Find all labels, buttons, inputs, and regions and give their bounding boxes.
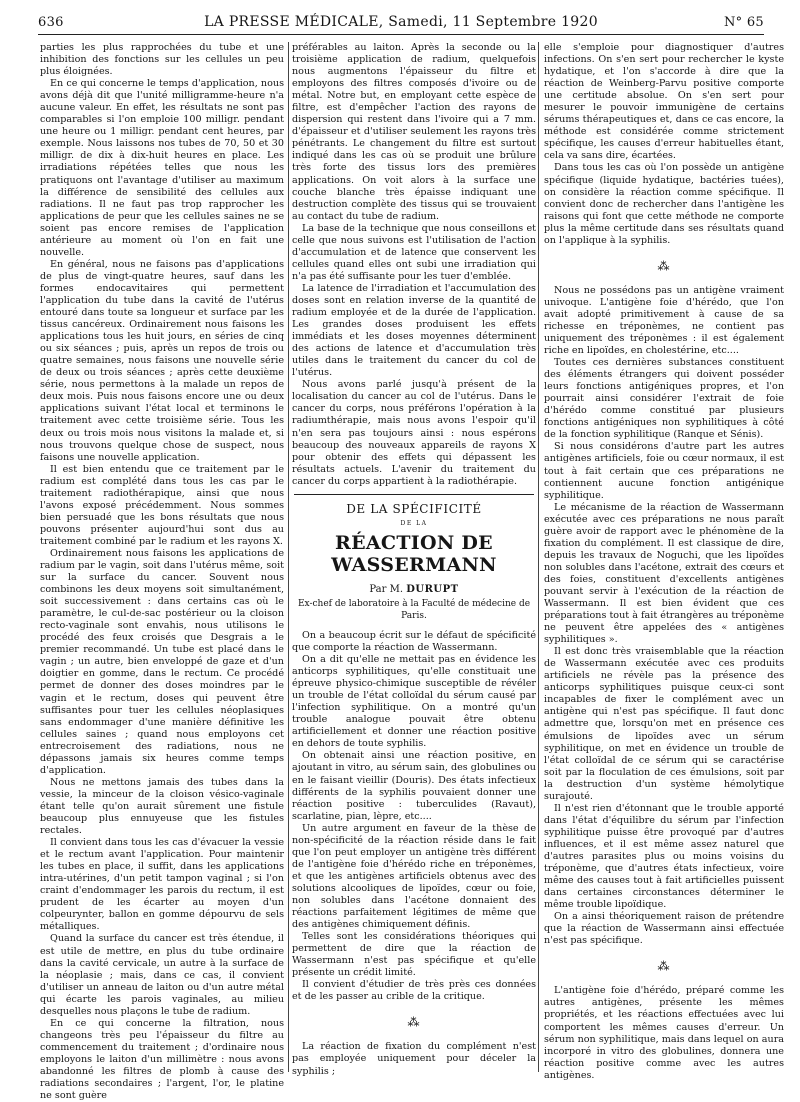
paragraph: La latence de l'irradiation et l'accumulation des doses sont en relation inverse de la quantité de radium employée et de la durée de l'application. Les grandes doses produisent les effets immédiats et les doses moyennes déterminent des actions de latence et d'accumulation très utiles dans le traitement du cancer du col de l'utérus. xyxy=(292,282,536,379)
author-affiliation: Ex-chef de laboratoire à la Faculté de médecine de Paris. xyxy=(297,598,531,621)
column-middle xyxy=(292,42,536,1077)
paragraph: Nous ne possédons pas un antigène vraiment univoque. L'antigène foie d'hérédo, que l'on avait adopté primitivement à cause de sa richesse en tréponèmes, ne contient pas uniquement des tréponèmes : il est également riche en lipoïdes, en cholestérine, etc.... xyxy=(544,284,784,357)
column-right xyxy=(544,42,784,1081)
paragraph: Le mécanisme de la réaction de Wassermann exécutée avec ces préparations ne nous paraît guère avoir de rapport avec le phénomène de la fixation du complément. Il est classique de dire, depuis les travaux de Noguchi, que les lipoïdes non solubles dans l'acétone, extrait des cœurs et des foies, constituent d'excellents antigènes pouvant servir à l'exécution de la réaction de Wassermann. Il est bien évident que ces préparations tout à fait étrangères au tréponème ne peuvent être appelées des « antigènes syphilitiques ». xyxy=(544,501,784,646)
paragraph: On a dit qu'elle ne mettait pas en évidence les anticorps syphilitiques, qu'elle constituait une épreuve physico-chimique susceptible de révéler un trouble de l'état colloïdal du sérum causé par l'infection syphilitique. On a montré qu'un trouble analogue pouvait être obtenu artificiellement et donner une réaction positive en dehors de toute syphilis. xyxy=(292,654,536,750)
paragraph: Quand la surface du cancer est très étendue, il est utile de mettre, en plus du tube ordinaire dans la cavité cervicale, un autre à la surface de la néoplasie ; mais, dans ce cas, il convient d'utiliser un anneau de laiton ou d'un autre métal qui écarte les parois vaginales, au milieu desquelles nous plaçons le tube de radium. xyxy=(40,933,284,1017)
paragraph: Il convient dans tous les cas d'évacuer la vessie et le rectum avant l'application. Pour maintenir les tubes en place, il suffit, dans les applications intra-utérines, d'un petit tampon vaginal ; si l'on craint d'endommager les parois du rectum, il est prudent de les écarter au moyen d'un colpeurynter, ballon en gomme dépourvu de sels métalliques. xyxy=(40,837,284,933)
paragraph: Il est donc très vraisemblable que la réaction de Wassermann exécutée avec ces produits artificiels ne révèle pas la présence des anticorps syphilitiques puisque ceux-ci sont incapables de fixer le complément avec un antigène qui n'est pas spécifique. Il faut donc admettre que, lorsqu'on met en présence ces émulsions de lipoïdes avec un sérum syphilitique, on met en évidence un trouble de l'état colloïdal de ce sérum qui se caractérise soit par la floculation de ces émulsions, soit par la destruction d'un système hémolytique surajouté. xyxy=(544,646,784,802)
article-kicker: DE LA SPÉCIFICITÉ xyxy=(346,501,482,516)
article-author xyxy=(292,584,536,596)
paragraph: Il est bien entendu que ce traitement par le radium est complété dans tous les cas par le traitement radiothérapique, ainsi que nous l'avons exposé précédemment. Nous sommes bien persuadé que les bons résultats que nous pouvons présenter aujourd'hui sont dus au traitement combiné par le radium et les rayons X. xyxy=(40,463,284,547)
journal-title: LA PRESSE MÉDICALE, Samedi, 11 Septembre 1920 xyxy=(204,14,598,30)
paragraph: On obtenait ainsi une réaction positive, en ajoutant in vitro, au sérum sain, des globulines ou en le faisant vieillir (Douris). Des états infectieux différents de la syphilis pouvaient donner une réaction positive : tuberculides (Ravaut), scarlatine, pian, lèpre, etc.... xyxy=(292,750,536,822)
paragraph: La base de la technique que nous conseillons et celle que nous suivons est l'utilisation de l'action d'accumulation et de latence que conservent les cellules quand elles ont subi une irradiation qui n'a pas été suffisante pour les tuer d'emblée. xyxy=(292,222,536,282)
column-rule xyxy=(538,42,539,1072)
paragraph: Il convient d'étudier de très près ces données et de les passer au crible de la critique. xyxy=(292,979,536,1003)
paragraph: En ce qui concerne la filtration, nous changeons très peu l'épaisseur du filtre au commencement du traitement ; d'ordinaire nous employons le laiton d'un millimètre : nous avons abandonné les filtres de plomb à cause des radiations secondaires ; l'argent, l'or, le platine ne sont guère xyxy=(40,1017,284,1102)
column-rule xyxy=(288,42,289,1072)
page-number: 636 xyxy=(38,15,64,30)
paragraph: Nous avons parlé jusqu'à présent de la localisation du cancer au col de l'utérus. Dans le cancer du corps, nous préférons l'opération à la radiumthérapie, mais nous avons l'espoir qu'il n'en sera pas toujours ainsi : nous espérons beaucoup des nouveaux appareils de rayons X pour obtenir des effets qui dépassent les résultats actuels. L'avenir du traitement du cancer du corps appartient à la radiothérapie. xyxy=(292,379,536,487)
paragraph: Nous ne mettons jamais des tubes dans la vessie, la minceur de la cloison vésico-vaginale étant telle qu'on aurait sûrement une fistule beaucoup plus ennuyeuse que les fistules rectales. xyxy=(40,776,284,837)
paragraph: En général, nous ne faisons pas d'applications de plus de vingt-quatre heures, sauf dans les formes endocavitaires qui permettent l'application du tube dans la cavité de l'utérus entouré dans toute sa longueur et surface par les tissus cancéreux. Ordinairement nous faisons les applications tous les huit jours, en séries de cinq ou six séances ; puis, après un repos de trois ou quatre semaines, nous faisons une nouvelle série de deux ou trois séances ; après cette deuxième série, nous permettons à la malade un repos de deux mois. Puis nous faisons encore une ou deux applications suivant l'état local et terminons le traitement avec cette troisième série. Tous les deux ou trois mois nous visitons la malade et, si nous trouvons quelque chose de suspect, nous faisons une nouvelle application. xyxy=(40,258,284,463)
paragraph: elle s'emploie pour diagnostiquer d'autres infections. On s'en sert pour rechercher le kyste hydatique, et l'on s'accorde à dire que la réaction de Weinberg-Parvu positive comporte une certitude absolue. On s'en sert pour mesurer le pouvoir immunigène de certains sérums thérapeutiques et, dans ce cas encore, la méthode est considérée comme strictement spécifique, les causes d'erreur habituelles étant, cela va sans dire, écartées. xyxy=(544,42,784,162)
paragraph: Telles sont les considérations théoriques qui permettent de dire que la réaction de Wassermann n'est pas spécifique et qu'elle présente un crédit limité. xyxy=(292,931,536,979)
article-de-la: DE LA xyxy=(400,519,428,527)
paragraph: L'antigène foie d'hérédo, préparé comme les autres antigènes, présente les mêmes propriétés, et les réactions effectuées avec lui comportent les mêmes causes d'erreur. Un sérum non syphilitique, mais dans lequel on aura incorporé in vitro des globulines, donnera une réaction positive comme avec les autres antigènes. xyxy=(544,985,784,1081)
running-header xyxy=(38,14,764,35)
section-asterism: ⁂ xyxy=(407,1015,421,1030)
paragraph: Toutes ces dernières substances constituent des éléments étrangers qui doivent posséder leurs fonctions antigéniques propres, et l'on pourrait ainsi considérer l'extrait de foie d'hérédo comme constitué par plusieurs fonctions antigéniques non syphilitiques à côté de la fonction syphilitique (Ranque et Sénis). xyxy=(544,357,784,441)
paragraph: Ordinairement nous faisons les applications de radium par le vagin, soit dans l'utérus même, soit sur la surface du cancer. Souvent nous combinons les deux moyens soit simultanément, soit successivement : dans certains cas où le paramètre, le cul-de-sac postérieur ou la cloison recto-vaginale sont envahis, nous utilisons le procédé des feux croisés que Desgrais a le premier recommandé. Un tube est placé dans le vagin ; un autre, bien enveloppé de gaze et d'un doigtier en gomme, dans le rectum. Ce procédé permet de donner des doses moindres par le vagin et le rectum, doses qui peuvent être suffisantes pour tuer les cellules néoplasiques sans endommager d'une manière définitive les cellules saines ; quand nous employons cet entrecroisement des radiations, nous ne dépassons jamais six heures comme temps d'application. xyxy=(40,547,284,776)
section-asterism: ⁂ xyxy=(657,258,671,273)
paragraph: parties les plus rapprochées du tube et une inhibition des fonctions sur les cellules un peu plus éloignées. xyxy=(40,42,284,78)
paragraph: Un autre argument en faveur de la thèse de non-spécificité de la réaction réside dans le fait que l'on peut employer un antigène très différent de l'antigène foie d'hérédo riche en tréponèmes, et que les antigènes artificiels obtenus avec des solutions alcooliques de lipoïdes, cœur ou foie, non solubles dans l'acétone donnaient des réactions parfaitement légitimes de même que des antigènes chimiquement définis. xyxy=(292,822,536,931)
paragraph: On a ainsi théoriquement raison de prétendre que la réaction de Wassermann ainsi effectuée n'est pas spécifique. xyxy=(544,911,784,947)
paragraph: Dans tous les cas où l'on possède un antigène spécifique (liquide hydatique, bactéries tuées), on considère la réaction comme spécifique. Il convient donc de rechercher dans l'antigène les raisons qui font que cette méthode ne comporte plus la même certitude dans ses résultats quand on l'applique à la syphilis. xyxy=(544,162,784,246)
column-left xyxy=(40,42,284,1102)
author-prefix: Par M. xyxy=(369,583,404,595)
article-title: RÉACTION DE WASSERMANN xyxy=(331,531,497,576)
article-separator xyxy=(294,494,534,495)
paragraph: En ce qui concerne le temps d'application, nous avons déjà dit que l'unité milligramme-heure n'a aucune valeur. En effet, les résultats ne sont pas comparables si l'on emploie 100 milligr. pendant une heure ou 1 milligr. pendant cent heures, par exemple. Nous laissons nos tubes de 70, 50 et 30 milligr. de dix à dix-huit heures en place. Les irradiations répétées telles que nous les pratiquons ont l'avantage d'utiliser au maximum la différence de sensibilité des cellules aux radiations. Il ne faut pas trop rapprocher les applications de peur que les cellules saines ne se soient pas encore remises de l'application antérieure au moment où l'on en fait une nouvelle. xyxy=(40,78,284,258)
author-name: DURUPT xyxy=(406,583,459,595)
paragraph: préférables au laiton. Après la seconde ou la troisième application de radium, quelquefois nous augmentons l'épaisseur du filtre et employons des filtres composés d'ivoire ou de métal. Notre but, en employant cette espèce de filtre, est d'empêcher l'action des rayons de dispersion qui restent dans l'ivoire qui a 7 mm. d'épaisseur et d'utiliser seulement les rayons très pénétrants. Le changement du filtre est surtout indiqué dans les cas où se produit une brûlure très forte des tissus lors des premières applications. On voit alors à la surface une couche blanche très épaisse indiquant une destruction complète des tissus qui se trouvaient au contact du tube de radium. xyxy=(292,42,536,222)
paragraph: Il n'est rien d'étonnant que le trouble apporté dans l'état d'équilibre du sérum par l'infection syphilitique puisse être provoqué par d'autres influences, et il est même assez naturel que d'autres parasites plus ou moins voisins du tréponème, que d'autres états infectieux, voire même des causes tout à fait artificielles puissent dans certaines circonstances déterminer le même trouble lipoïdique. xyxy=(544,802,784,911)
paragraph: La réaction de fixation du complément n'est pas employée uniquement pour déceler la syphilis ; xyxy=(292,1041,536,1077)
paragraph: Si nous considérons d'autre part les autres antigènes artificiels, foie ou cœur normaux, il est tout à fait certain que ces préparations ne contiennent aucune fonction antigénique syphilitique. xyxy=(544,441,784,501)
issue-number: N° 65 xyxy=(723,15,764,30)
section-asterism: ⁂ xyxy=(657,959,671,974)
paragraph: On a beaucoup écrit sur le défaut de spécificité que comporte la réaction de Wassermann. xyxy=(292,629,536,654)
